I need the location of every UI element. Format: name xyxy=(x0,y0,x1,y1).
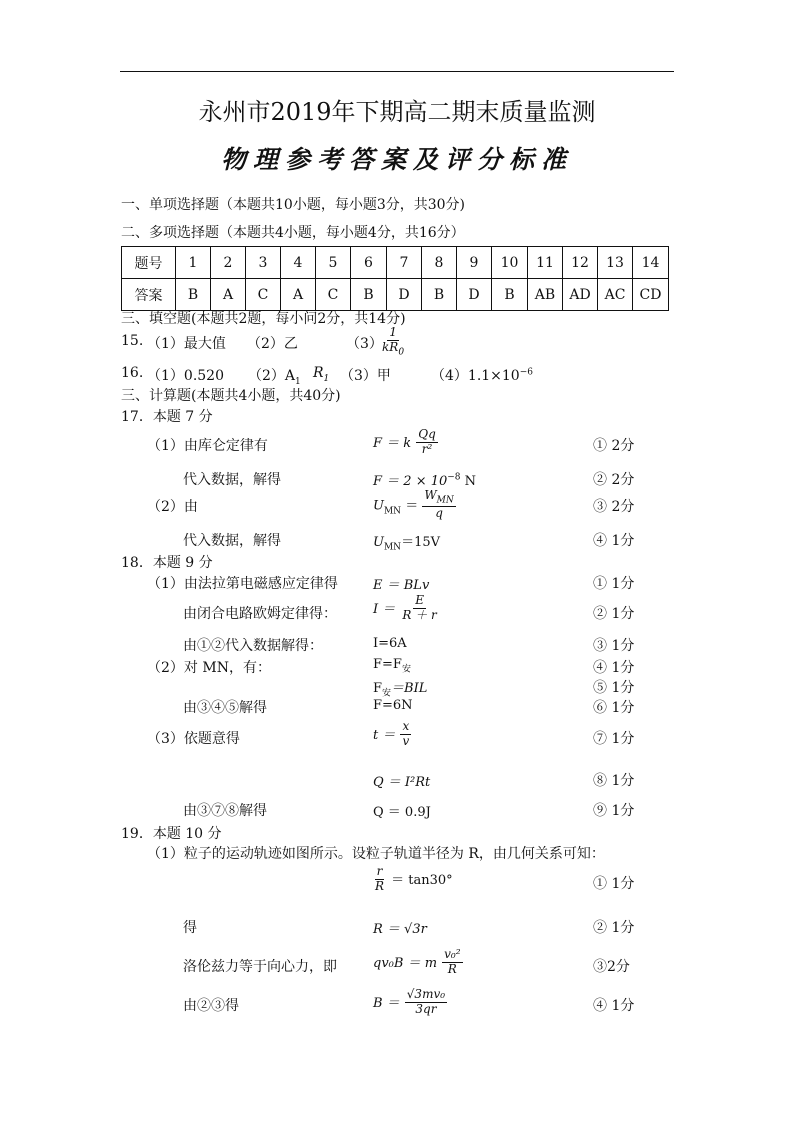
q17-f4-rhs: ＝15V xyxy=(401,535,440,550)
frac-num: x xyxy=(402,719,410,733)
q17-formula3 xyxy=(373,489,456,521)
q18-formula6: F=6N xyxy=(373,698,413,713)
q18-formula5 xyxy=(373,677,427,699)
table-cell: B xyxy=(422,279,457,311)
q18-formula1: E ＝ BLv xyxy=(373,578,430,593)
frac-num: Qq xyxy=(418,427,436,441)
q17-f4-lhs: U xyxy=(373,535,384,550)
q18-f7-lhs: t ＝ xyxy=(373,727,396,743)
frac-num-sub: MN xyxy=(436,495,454,506)
q18-f4-text: F=F xyxy=(373,657,402,672)
q17-line2-label: 代入数据，解得 xyxy=(183,472,281,488)
q16-part4-text: （4）1.1×10 xyxy=(431,368,520,384)
q16-part1: （1）0.520 xyxy=(147,368,224,384)
frac-den: kR xyxy=(382,339,399,354)
q19-formula1 xyxy=(373,865,453,894)
table-row-numbers xyxy=(122,247,669,279)
q17-formula1 xyxy=(373,428,438,457)
q18-score1: ① 1分 xyxy=(593,576,635,592)
q18-f5-text: F xyxy=(373,681,383,696)
q18-score2: ② 1分 xyxy=(593,606,635,622)
table-cell: 14 xyxy=(633,247,669,279)
q19-score2: ② 1分 xyxy=(593,920,635,936)
q19-score1: ① 1分 xyxy=(593,876,635,892)
q15-part2: （2）乙 xyxy=(247,336,298,352)
q15-part3: （3） xyxy=(346,336,383,352)
q17-f2-text: F ＝ 2 × 10 xyxy=(373,474,448,489)
table-cell: B xyxy=(492,279,528,311)
q16-part2 xyxy=(248,365,301,387)
table-cell: 3 xyxy=(246,247,281,279)
frac-num: W xyxy=(424,488,437,502)
frac-den: 3qr xyxy=(415,1001,437,1016)
q19-score4: ④ 1分 xyxy=(593,998,635,1014)
q19-formula3 xyxy=(373,948,463,977)
q19-formula2: R ＝ √3r xyxy=(373,922,427,937)
section-multi-choice: 二、多项选择题（本题共4小题，每小题4分，共16分） xyxy=(121,225,465,241)
q15-part1: （1）最大值 xyxy=(147,336,226,352)
q16-part2-text: （2）A xyxy=(248,368,296,384)
frac-den: R xyxy=(375,878,385,893)
page-subtitle: 物理参考答案及评分标准 xyxy=(220,145,573,174)
frac-num: v₀² xyxy=(444,947,461,961)
section-calculation: 三、计算题(本题共4小题，共40分) xyxy=(121,388,341,404)
q17-f3-sub: MN xyxy=(383,506,402,517)
q16-r1 xyxy=(313,365,329,384)
q18-formula7 xyxy=(373,720,411,749)
table-row-answers xyxy=(122,279,669,311)
table-cell: 5 xyxy=(316,247,351,279)
q18-f5-sub: 安 xyxy=(382,688,392,699)
q17-f3-eq: ＝ xyxy=(401,498,423,514)
q19-line2-label: 得 xyxy=(183,920,197,936)
frac-den-sub: 0 xyxy=(398,347,405,358)
q16-number: 16. xyxy=(121,365,144,381)
q18-score7: ⑦ 1分 xyxy=(593,731,635,747)
section-single-choice: 一、单项选择题（本题共10小题，每小题3分，共30分) xyxy=(121,197,465,213)
q18-score3: ③ 1分 xyxy=(593,638,635,654)
answer-table xyxy=(121,246,669,311)
q17-formula2 xyxy=(373,470,476,489)
q18-formula4 xyxy=(373,657,411,675)
frac-num: 1 xyxy=(389,325,397,339)
q16-part4-sup: −6 xyxy=(519,367,533,378)
q17-line3-label: （2）由 xyxy=(147,499,198,515)
row-label-answer: 答案 xyxy=(122,279,176,311)
table-cell: B xyxy=(351,279,387,311)
q16-part4 xyxy=(431,365,533,385)
q17-f2-sup: −8 xyxy=(447,472,461,483)
q18-line7-label: （3）依题意得 xyxy=(147,731,240,747)
q17-heading: 17．本题 7 分 xyxy=(121,409,213,425)
q19-f1-rhs: ＝ tan30° xyxy=(391,872,453,888)
table-cell: C xyxy=(246,279,281,311)
q18-line4-label: （2）对 MN，有： xyxy=(147,660,271,676)
q17-score3: ③ 2分 xyxy=(593,499,635,515)
q16-part2-sub: 1 xyxy=(295,376,301,387)
frac-num: E xyxy=(415,593,424,607)
q19-f3-lhs: qv₀B ＝ m xyxy=(373,955,438,971)
q17-score4: ④ 1分 xyxy=(593,533,635,549)
frac-den: q xyxy=(435,505,443,520)
q18-f2-lhs: I ＝ xyxy=(373,601,396,617)
q18-line2-label: 由闭合电路欧姆定律得： xyxy=(183,606,337,622)
frac-den: v xyxy=(402,733,410,748)
table-cell: 11 xyxy=(528,247,563,279)
table-cell: AB xyxy=(528,279,563,311)
q19-line4-label: 由②③得 xyxy=(183,998,239,1014)
q18-heading: 18．本题 9 分 xyxy=(121,555,213,571)
q17-line4-label: 代入数据，解得 xyxy=(183,533,281,549)
q18-formula8: Q ＝ I²Rt xyxy=(373,775,431,790)
q17-f1-lhs: F ＝ k xyxy=(373,435,412,451)
q19-score3: ③2分 xyxy=(593,959,630,975)
q16-part3: （3）甲 xyxy=(340,368,391,384)
q18-formula9: Q ＝ 0.9J xyxy=(373,805,431,820)
table-cell: 1 xyxy=(176,247,211,279)
table-cell: D xyxy=(457,279,492,311)
table-cell: 7 xyxy=(387,247,422,279)
q19-line3-label: 洛伦兹力等于向心力，即 xyxy=(183,959,337,975)
q17-line1-label: （1）由库仑定律有 xyxy=(147,438,268,454)
table-cell: 6 xyxy=(351,247,387,279)
row-label-number: 题号 xyxy=(122,247,176,279)
q18-f4-sub: 安 xyxy=(401,664,411,675)
table-cell: 12 xyxy=(563,247,598,279)
q17-formula4 xyxy=(373,531,440,553)
q18-line9-label: 由③⑦⑧解得 xyxy=(183,803,267,819)
table-cell: AD xyxy=(563,279,598,311)
q19-intro: （1）粒子的运动轨迹如图所示。设粒子轨道半径为 R，由几何关系可知： xyxy=(147,846,605,862)
table-cell: C xyxy=(316,279,351,311)
table-cell: 13 xyxy=(598,247,633,279)
q18-score4: ④ 1分 xyxy=(593,660,635,676)
q19-f4-lhs: B ＝ xyxy=(373,995,400,1011)
frac-den: R ＋ r xyxy=(402,607,437,622)
q18-f5-rhs: ＝BIL xyxy=(391,681,428,696)
q17-f3-lhs: U xyxy=(373,498,384,514)
q15-number: 15. xyxy=(121,333,144,349)
q18-formula2 xyxy=(373,594,439,623)
table-cell: 4 xyxy=(281,247,316,279)
frac-num: √3mv₀ xyxy=(406,987,446,1001)
q16-r-sub: 1 xyxy=(323,373,330,384)
q15-fraction xyxy=(380,326,406,358)
q17-f2-unit: N xyxy=(460,474,477,489)
frac-num: r xyxy=(376,864,383,878)
table-cell: CD xyxy=(633,279,669,311)
table-cell: 2 xyxy=(211,247,246,279)
page-title: 永州市2019年下期高二期末质量监测 xyxy=(198,98,596,126)
top-rule xyxy=(120,71,674,72)
q18-score5: ⑤ 1分 xyxy=(593,680,635,696)
q18-formula3: I=6A xyxy=(373,636,407,651)
table-cell: 10 xyxy=(492,247,528,279)
q17-f4-sub: MN xyxy=(383,542,402,553)
q17-score1: ① 2分 xyxy=(593,438,635,454)
q19-heading: 19．本题 10 分 xyxy=(121,826,222,842)
table-cell: A xyxy=(211,279,246,311)
q17-score2: ② 2分 xyxy=(593,472,635,488)
q16-r-text: R xyxy=(313,365,324,381)
table-cell: B xyxy=(176,279,211,311)
q18-score8: ⑧ 1分 xyxy=(593,773,635,789)
table-cell: 8 xyxy=(422,247,457,279)
q18-score6: ⑥ 1分 xyxy=(593,700,635,716)
frac-den: R xyxy=(447,961,457,976)
table-cell: AC xyxy=(598,279,633,311)
table-cell: D xyxy=(387,279,422,311)
q18-score9: ⑨ 1分 xyxy=(593,803,635,819)
frac-den: r² xyxy=(421,441,433,456)
q18-line1-label: （1）由法拉第电磁感应定律得 xyxy=(147,576,338,592)
q18-line3-label: 由①②代入数据解得： xyxy=(183,638,323,654)
table-cell: A xyxy=(281,279,316,311)
q19-formula4 xyxy=(373,988,447,1017)
table-cell: 9 xyxy=(457,247,492,279)
q18-line6-label: 由③④⑤解得 xyxy=(183,700,267,716)
section-fill-blank: 三、填空题(本题共2题，每小问2分，共14分) xyxy=(121,311,406,327)
